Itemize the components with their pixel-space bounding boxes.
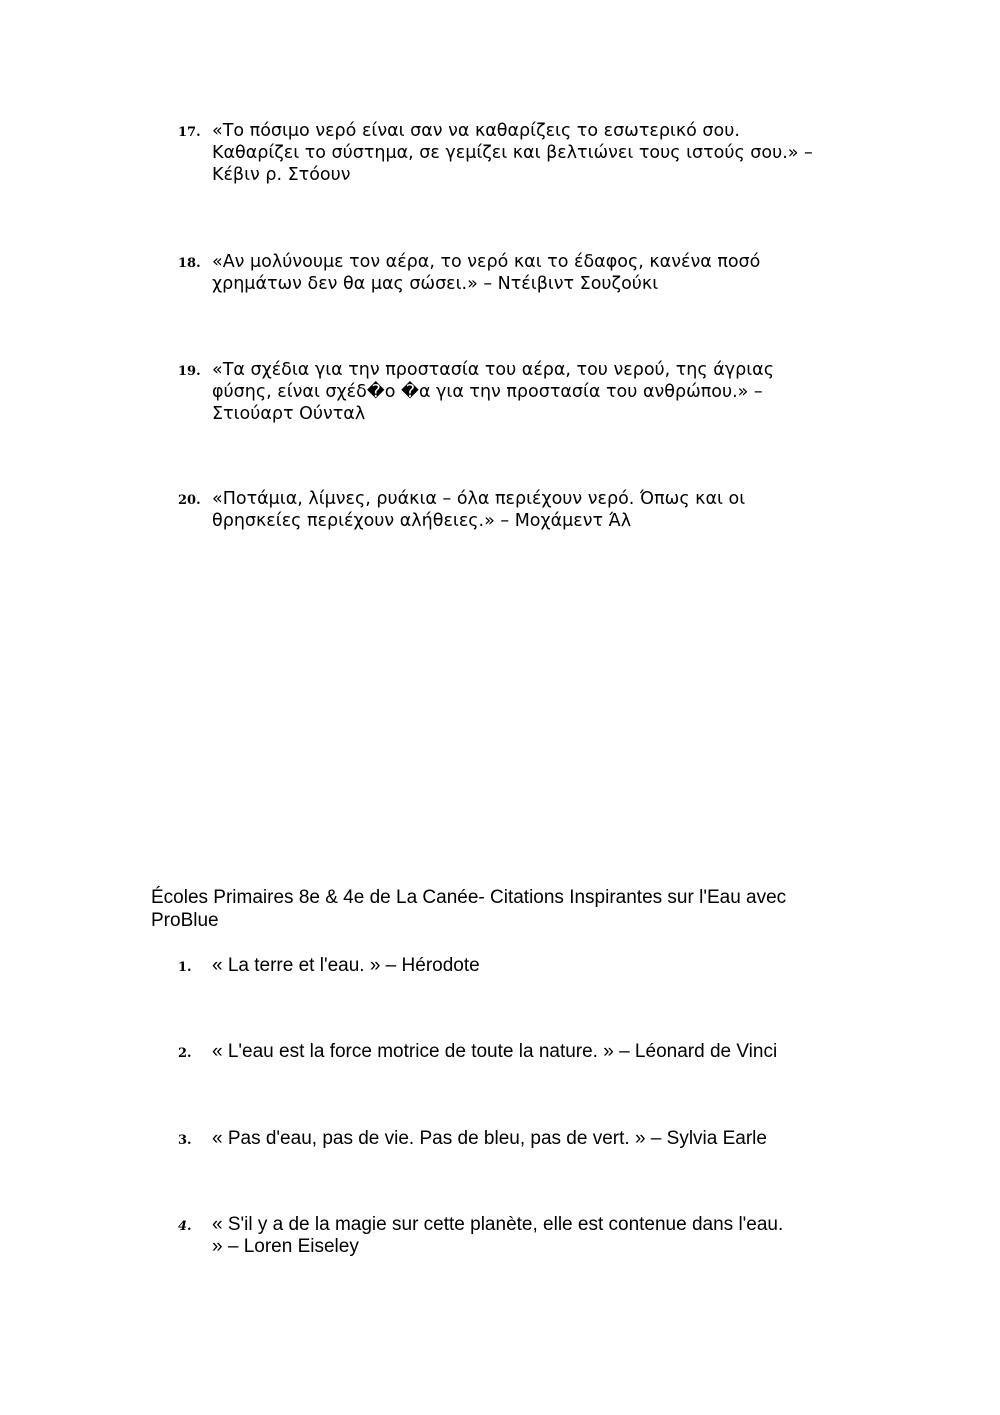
quote-text: « L'eau est la force motrice de toute la nature. » – Léonard de Vinci xyxy=(212,1041,778,1062)
quote-number: 20. xyxy=(178,493,201,508)
quote-item-18 xyxy=(178,251,858,295)
quote-text: « Pas d'eau, pas de vie. Pas de bleu, pas de vert. » – Sylvia Earle xyxy=(212,1128,767,1149)
quote-item-19 xyxy=(178,359,858,425)
quote-number: 18. xyxy=(178,256,201,271)
quote-number: 2. xyxy=(178,1046,192,1061)
quote-text: « S'il y a de la magie sur cette planète, elle est contenue dans l'eau. » – Loren Eiseley xyxy=(212,1214,784,1257)
quote-item-2 xyxy=(178,1041,858,1065)
quote-number: 3. xyxy=(178,1133,192,1148)
quote-item-1 xyxy=(178,955,858,979)
quote-number: 4. xyxy=(178,1219,192,1234)
quote-item-3 xyxy=(178,1128,858,1152)
quote-text: «Το πόσιμο νερό είναι σαν να καθαρίζεις το εσωτερικό σου. Καθαρίζει το σύστημα, σε γεμίζει και βελτιώνει τους ιστούς σου.» – Κέβιν ρ. Στόουν xyxy=(212,121,813,185)
quote-number: 19. xyxy=(178,364,201,379)
quote-item-20 xyxy=(178,488,858,532)
quote-number: 1. xyxy=(178,960,192,975)
quote-text: «Αν μολύνουμε τον αέρα, το νερό και το έδαφος, κανένα ποσό χρημάτων δεν θα μας σώσει.» – Ντέιβιντ Σουζούκι xyxy=(212,252,761,294)
quote-item-17 xyxy=(178,120,858,186)
quote-number: 17. xyxy=(178,125,201,140)
quote-text: « La terre et l'eau. » – Hérodote xyxy=(212,955,480,976)
quote-item-4 xyxy=(178,1214,858,1258)
quote-text: «Τα σχέδια για την προστασία του αέρα, του νερού, της άγριας φύσης, είναι σχέδ�ο �α για την προστασία του ανθρώπου.» – Στιούαρτ Ούνταλ xyxy=(212,360,774,424)
quote-text: «Ποτάμια, λίμνες, ρυάκια – όλα περιέχουν νερό. Όπως και οι θρησκείες περιέχουν αλήθειες.» – Μοχάμεντ Άλ xyxy=(212,489,746,531)
section-heading: Écoles Primaires 8e & 4e de La Canée- Citations Inspirantes sur l'Eau avec ProBlue xyxy=(151,887,787,931)
